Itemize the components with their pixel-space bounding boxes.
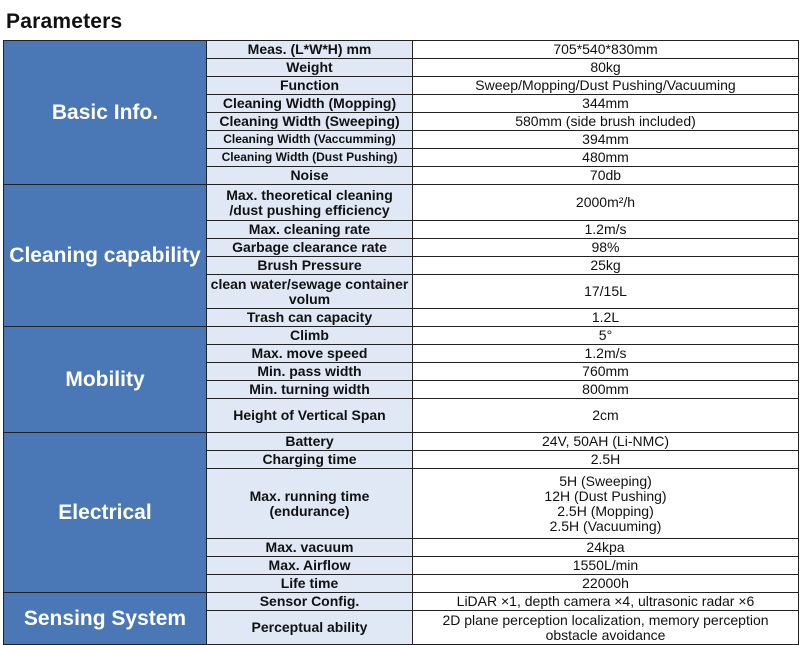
page-title: Parameters xyxy=(6,10,123,33)
param-label: Height of Vertical Span xyxy=(207,399,413,433)
param-label: Sensor Config. xyxy=(207,593,413,611)
param-value: 80kg xyxy=(413,59,799,77)
param-value: 25kg xyxy=(413,257,799,275)
param-label: Trash can capacity xyxy=(207,309,413,327)
table-row xyxy=(4,593,799,611)
param-value: 2cm xyxy=(413,399,799,433)
param-value: 760mm xyxy=(413,363,799,381)
param-label: Battery xyxy=(207,433,413,451)
param-label: Perceptual ability xyxy=(207,611,413,645)
param-label: Cleaning Width (Vaccumming) xyxy=(207,131,413,149)
param-label: Climb xyxy=(207,327,413,345)
param-label: Cleaning Width (Mopping) xyxy=(207,95,413,113)
table-row xyxy=(4,41,799,59)
param-label: Max. running time (endurance) xyxy=(207,469,413,539)
param-value: 344mm xyxy=(413,95,799,113)
param-label: Noise xyxy=(207,167,413,185)
param-value: 480mm xyxy=(413,149,799,167)
param-label: Brush Pressure xyxy=(207,257,413,275)
param-value: 22000h xyxy=(413,575,799,593)
param-value: 17/15L xyxy=(413,275,799,309)
param-value: 800mm xyxy=(413,381,799,399)
param-label: Max. move speed xyxy=(207,345,413,363)
param-label: clean water/sewage container volum xyxy=(207,275,413,309)
param-label: Max. theoretical cleaning /dust pushing efficiency xyxy=(207,185,413,221)
category-electrical: Electrical xyxy=(4,433,207,593)
param-value: 1.2L xyxy=(413,309,799,327)
param-label: Garbage clearance rate xyxy=(207,239,413,257)
category-cleaning-capability: Cleaning capability xyxy=(4,185,207,327)
param-value: LiDAR ×1, depth camera ×4, ultrasonic radar ×6 xyxy=(413,593,799,611)
param-label: Max. Airflow xyxy=(207,557,413,575)
param-value: 1.2m/s xyxy=(413,221,799,239)
param-value: 5H (Sweeping) 12H (Dust Pushing) 2.5H (Mopping) 2.5H (Vacuuming) xyxy=(413,469,799,539)
param-value: 1.2m/s xyxy=(413,345,799,363)
param-value: 24kpa xyxy=(413,539,799,557)
param-label: Cleaning Width (Sweeping) xyxy=(207,113,413,131)
param-label: Cleaning Width (Dust Pushing) xyxy=(207,149,413,167)
param-value: 2.5H xyxy=(413,451,799,469)
param-label: Max. cleaning rate xyxy=(207,221,413,239)
param-label: Weight xyxy=(207,59,413,77)
param-label: Max. vacuum xyxy=(207,539,413,557)
parameters-table xyxy=(3,40,799,645)
param-value: 394mm xyxy=(413,131,799,149)
param-value: 2000m²/h xyxy=(413,185,799,221)
category-basic-info: Basic Info. xyxy=(4,41,207,185)
table-row xyxy=(4,433,799,451)
category-sensing-system: Sensing System xyxy=(4,593,207,645)
param-value: 2D plane perception localization, memory perception obstacle avoidance xyxy=(413,611,799,645)
param-value: 580mm (side brush included) xyxy=(413,113,799,131)
param-label: Life time xyxy=(207,575,413,593)
param-label: Meas. (L*W*H) mm xyxy=(207,41,413,59)
param-label: Min. turning width xyxy=(207,381,413,399)
param-value: 705*540*830mm xyxy=(413,41,799,59)
param-label: Charging time xyxy=(207,451,413,469)
table-row xyxy=(4,185,799,221)
table-row xyxy=(4,327,799,345)
param-value: Sweep/Mopping/Dust Pushing/Vacuuming xyxy=(413,77,799,95)
param-value: 1550L/min xyxy=(413,557,799,575)
param-value: 24V, 50AH (Li-NMC) xyxy=(413,433,799,451)
param-label: Min. pass width xyxy=(207,363,413,381)
param-value: 98% xyxy=(413,239,799,257)
param-value: 5° xyxy=(413,327,799,345)
category-mobility: Mobility xyxy=(4,327,207,433)
param-label: Function xyxy=(207,77,413,95)
param-value: 70db xyxy=(413,167,799,185)
